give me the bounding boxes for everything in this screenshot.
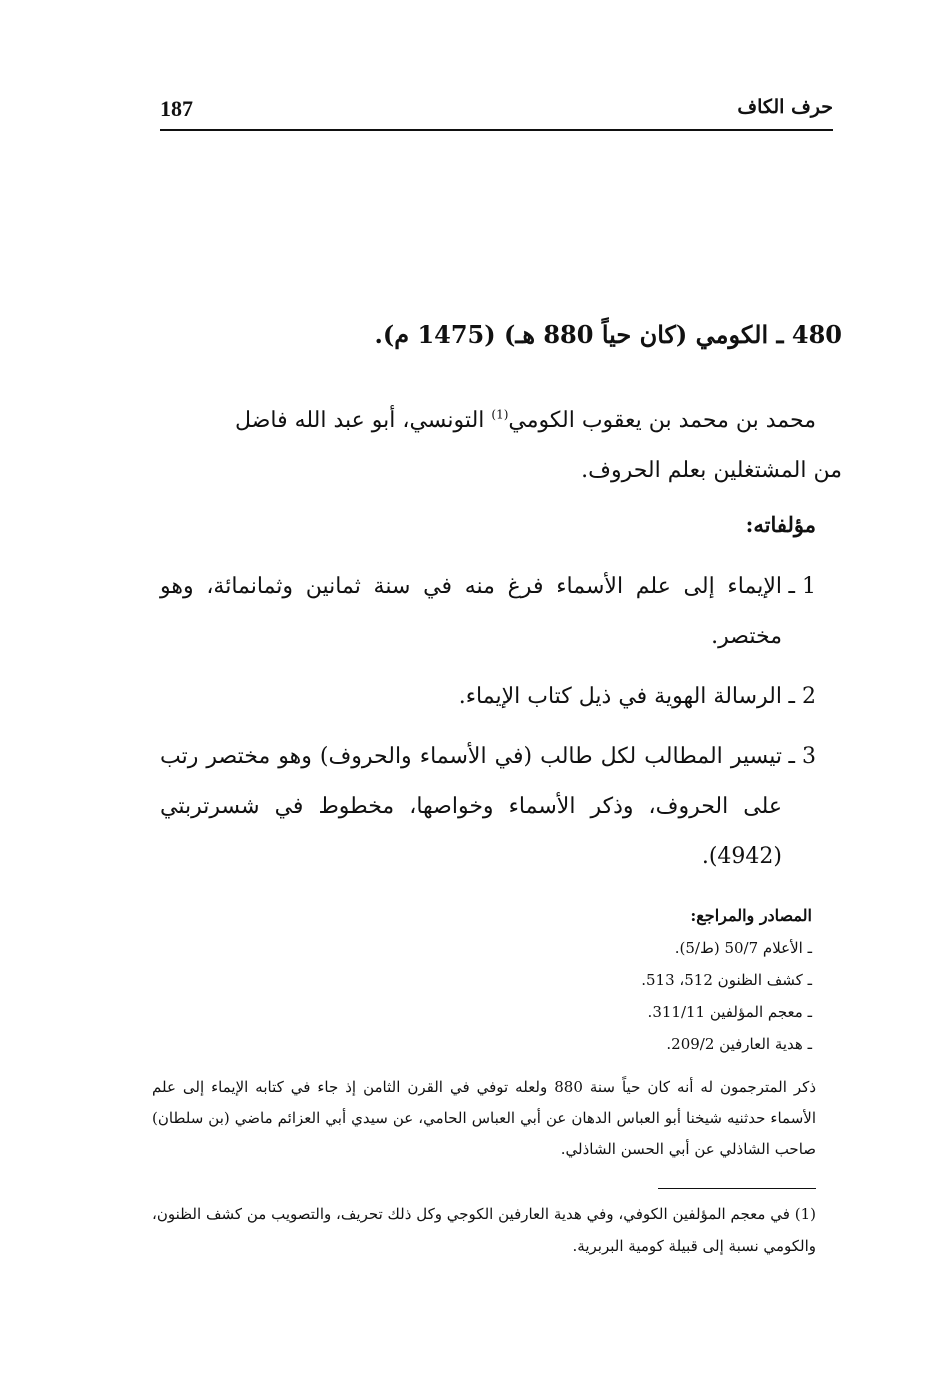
work-number: 3 ـ [788,744,816,769]
works-heading: مؤلفاته: [745,512,816,537]
source-item: ـ هدية العارفين 209/2. [666,1035,812,1053]
bio-text-part1: محمد بن محمد بن يعقوب الكومي [508,408,816,433]
footnote-reference: (1) [491,407,509,422]
work-item-3 [160,732,816,882]
entry-title: 480 ـ الكومي (كان حياً 880 هـ) (1475 م). [374,320,842,349]
work-number: 1 ـ [788,574,816,599]
sources-heading: المصادر والمراجع: [690,906,812,925]
bio-text-part2: التونسي، أبو عبد الله فاضل [235,408,492,433]
editor-note: ذكر المترجمون له أنه كان حياً سنة 880 ولعله توفي في القرن الثامن إذ جاء في كتابه الإيماء إلى علم الأسماء حدثنيه شيخنا أبو العباس الدهان عن أبي العباس الحامي، عن سيدي أبي العزائم ماضي (بن سلطان) صاحب الشاذلي عن أبي الحسن الشاذلي. [152,1078,817,1158]
work-text: الرسالة الهوية في ذيل كتاب الإيماء. [458,684,782,709]
source-item: ـ كشف الظنون 512، 513. [641,971,812,989]
footnote-rule [658,1188,816,1189]
sources-section [152,900,812,1060]
source-item: ـ معجم المؤلفين 311/11. [647,1003,812,1021]
running-header [160,92,833,130]
works-list [160,562,816,892]
work-item-1 [160,562,816,662]
bio-text-line2: من المشتغلين بعلم الحروف. [581,458,842,483]
header-rule [160,129,833,131]
work-number: 2 ـ [788,684,816,709]
source-item: ـ الأعلام 50/7 (ط/5). [674,939,812,957]
work-item-2 [160,672,816,722]
footnote: (1) في معجم المؤلفين الكوفي، وفي هدية العارفين الكوجي وكل ذلك تحريف، والتصويب من كشف الظنون، والكومي نسبة إلى قبيلة كومية البربرية. [152,1205,816,1255]
page-number: 187 [160,96,193,121]
entry-biography [160,396,842,496]
work-text: تيسير المطالب لكل طالب (في الأسماء والحروف) وهو مختصر رتب على الحروف، وذكر الأسماء وخواصها، مخطوط في شسرتربتي (4942). [160,744,782,869]
chapter-title: حرف الكاف [737,96,833,118]
work-text: الإيماء إلى علم الأسماء فرغ منه في سنة ثمانين وثمانمائة، وهو مختصر. [160,574,782,649]
